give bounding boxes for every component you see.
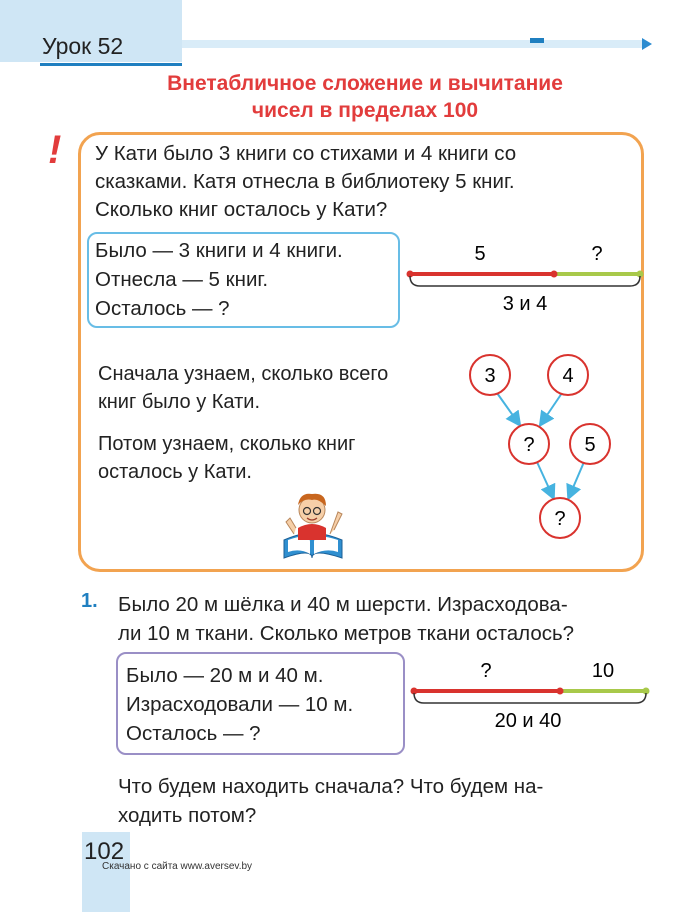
- task-condition-spent: Израсходовали — 10 м.: [126, 693, 354, 716]
- page-number: 102: [84, 838, 125, 865]
- lesson-title: Урок 52: [42, 33, 124, 59]
- tree-node-result-label: ?: [554, 508, 566, 530]
- boy-reading-illustration: [284, 494, 342, 558]
- segment-2-dot-mid: [557, 688, 564, 695]
- condition-line-took: Отнесла — 5 книг.: [95, 268, 269, 291]
- topic-line-1: Внетабличное сложение и вычитание: [167, 72, 563, 95]
- task-line-2: ли 10 м ткани. Сколько метров ткани осталось?: [118, 622, 575, 645]
- exclamation-icon: !: [48, 128, 62, 172]
- task-line-1: Было 20 м шёлка и 40 м шерсти. Израсходова-: [118, 593, 568, 616]
- tree-node-c-label: 5: [584, 434, 596, 456]
- segment-diagram-2: [411, 660, 650, 732]
- segment-1-right-label: ?: [591, 243, 603, 265]
- boy-hand-right: [330, 512, 342, 534]
- plan-step-1-line-1: Сначала узнаем, сколько всего: [98, 363, 389, 385]
- task-condition-had: Было — 20 м и 40 м.: [126, 664, 324, 687]
- boy-hand-left: [286, 518, 296, 534]
- segment-1-left-label: 5: [474, 243, 486, 265]
- plan-step-2-line-1: Потом узнаем, сколько книг: [98, 433, 356, 455]
- condition-line-left: Осталось — ?: [95, 297, 230, 320]
- question-line-1: Что будем находить сначала? Что будем на-: [118, 775, 544, 798]
- tree-node-b-label: 4: [562, 365, 574, 387]
- segment-1-bottom-label: 3 и 4: [502, 293, 548, 315]
- boy-shirt: [298, 524, 326, 540]
- tree-arrow-a: [497, 393, 519, 424]
- segment-2-bottom-label: 20 и 40: [494, 710, 562, 732]
- segment-2-right-label: 10: [591, 660, 615, 682]
- problem-line-1: У Кати было 3 книги со стихами и 4 книги со: [95, 142, 517, 165]
- tree-node-a-label: 3: [484, 365, 496, 387]
- tree-arrow-sum: [537, 462, 553, 497]
- plan-step-2-line-2: осталось у Кати.: [98, 461, 252, 483]
- topic-line-2: чисел в пределах 100: [251, 99, 479, 122]
- question-line-2: ходить потом?: [118, 804, 257, 827]
- tree-arrow-b: [541, 393, 562, 424]
- segment-1-dot-mid: [551, 271, 558, 278]
- problem-line-2: сказками. Катя отнесла в библиотеку 5 книг.: [95, 170, 515, 193]
- segment-2-bracket: [414, 693, 646, 703]
- plan-step-1-line-2: книг было у Кати.: [98, 391, 261, 413]
- solution-tree: [470, 355, 610, 538]
- tree-arrow-c: [569, 462, 584, 497]
- task-condition-left: Осталось — ?: [126, 722, 261, 745]
- segment-1-bracket: [410, 276, 640, 286]
- source-note: Скачано с сайта www.aversev.by: [102, 861, 253, 872]
- condition-line-had: Было — 3 книги и 4 книги.: [95, 239, 343, 262]
- segment-diagram-1: [407, 243, 644, 315]
- problem-line-3: Сколько книг осталось у Кати?: [95, 198, 388, 221]
- task-number: 1.: [81, 590, 98, 612]
- tree-node-sum-label: ?: [523, 434, 535, 456]
- segment-2-left-label: ?: [480, 660, 492, 682]
